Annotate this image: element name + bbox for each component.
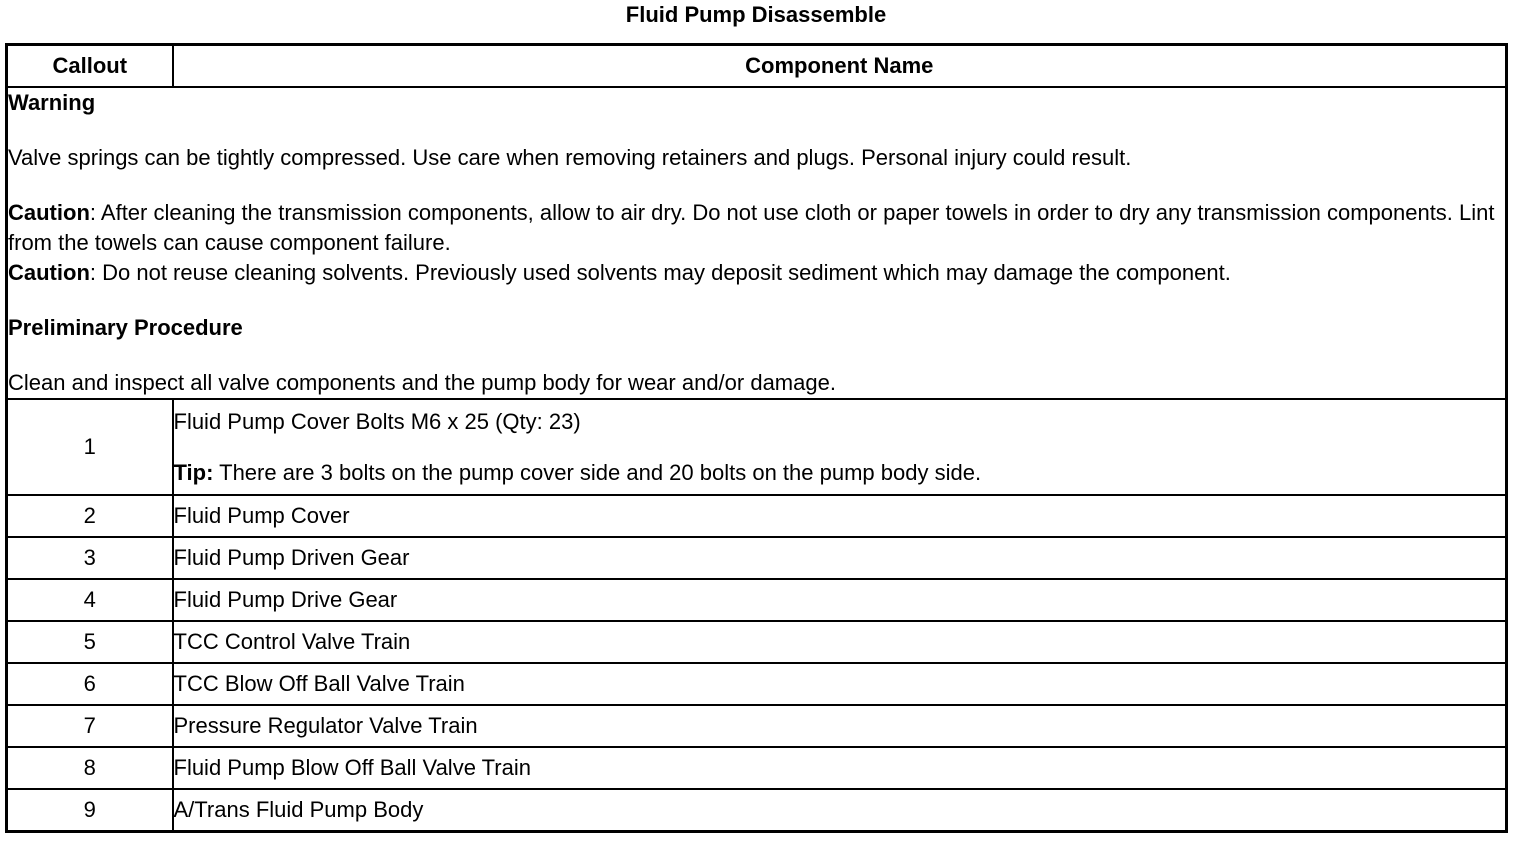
tip-note <box>174 460 1506 486</box>
table-row <box>7 663 1507 705</box>
component-cell: A/Trans Fluid Pump Body <box>173 789 1507 831</box>
component-cell: Fluid Pump Blow Off Ball Valve Train <box>173 747 1507 789</box>
table-row <box>7 621 1507 663</box>
procedure-text: Clean and inspect all valve components and the pump body for wear and/or damage. <box>8 370 836 395</box>
component-cell: Pressure Regulator Valve Train <box>173 705 1507 747</box>
callout-cell: 9 <box>7 789 173 831</box>
callout-cell: 5 <box>7 621 173 663</box>
notes-row <box>7 87 1507 399</box>
component-name: Fluid Pump Cover Bolts M6 x 25 (Qty: 23) <box>173 408 581 434</box>
table-row <box>7 705 1507 747</box>
warning-text: Valve springs can be tightly compressed. Use care when removing retainers and plugs. Personal injury could result. <box>8 145 1132 170</box>
tip-text: There are 3 bolts on the pump cover side and 20 bolts on the pump body side. <box>213 459 982 485</box>
table-row <box>7 747 1507 789</box>
tip-label: Tip: <box>173 459 214 485</box>
callout-cell: 4 <box>7 579 173 621</box>
table-row <box>7 495 1507 537</box>
component-cell: Fluid Pump Cover <box>173 495 1507 537</box>
component-cell <box>173 399 1507 495</box>
callout-cell: 1 <box>7 399 173 495</box>
caution-text: : After cleaning the transmission components, allow to air dry. Do not use cloth or paper towels in order to dry any transmission components. Lint from the towels can cause component failure. <box>8 200 1495 255</box>
caution-text: : Do not reuse cleaning solvents. Previously used solvents may deposit sediment which may damage the component. <box>89 260 1231 285</box>
component-name-header: Component Name <box>173 45 1507 88</box>
components-table <box>5 43 1508 833</box>
callout-header: Callout <box>7 45 173 88</box>
notes-cell <box>7 87 1507 399</box>
callout-cell: 3 <box>7 537 173 579</box>
callout-cell: 6 <box>7 663 173 705</box>
page-title: Fluid Pump Disassemble <box>625 2 887 27</box>
caution-label: Caution <box>8 260 90 285</box>
caution-note-2 <box>8 258 1505 288</box>
callout-cell: 7 <box>7 705 173 747</box>
caution-note-1 <box>8 198 1505 258</box>
warning-heading: Warning <box>8 90 96 115</box>
callout-cell: 8 <box>7 747 173 789</box>
header-row <box>7 45 1507 88</box>
caution-label: Caution <box>8 200 90 225</box>
callout-cell: 2 <box>7 495 173 537</box>
component-cell: TCC Blow Off Ball Valve Train <box>173 663 1507 705</box>
component-cell: TCC Control Valve Train <box>173 621 1507 663</box>
table-row <box>7 579 1507 621</box>
table-row <box>7 399 1507 495</box>
procedure-heading: Preliminary Procedure <box>8 315 243 340</box>
component-cell: Fluid Pump Drive Gear <box>173 579 1507 621</box>
table-row <box>7 789 1507 831</box>
component-cell: Fluid Pump Driven Gear <box>173 537 1507 579</box>
table-row <box>7 537 1507 579</box>
